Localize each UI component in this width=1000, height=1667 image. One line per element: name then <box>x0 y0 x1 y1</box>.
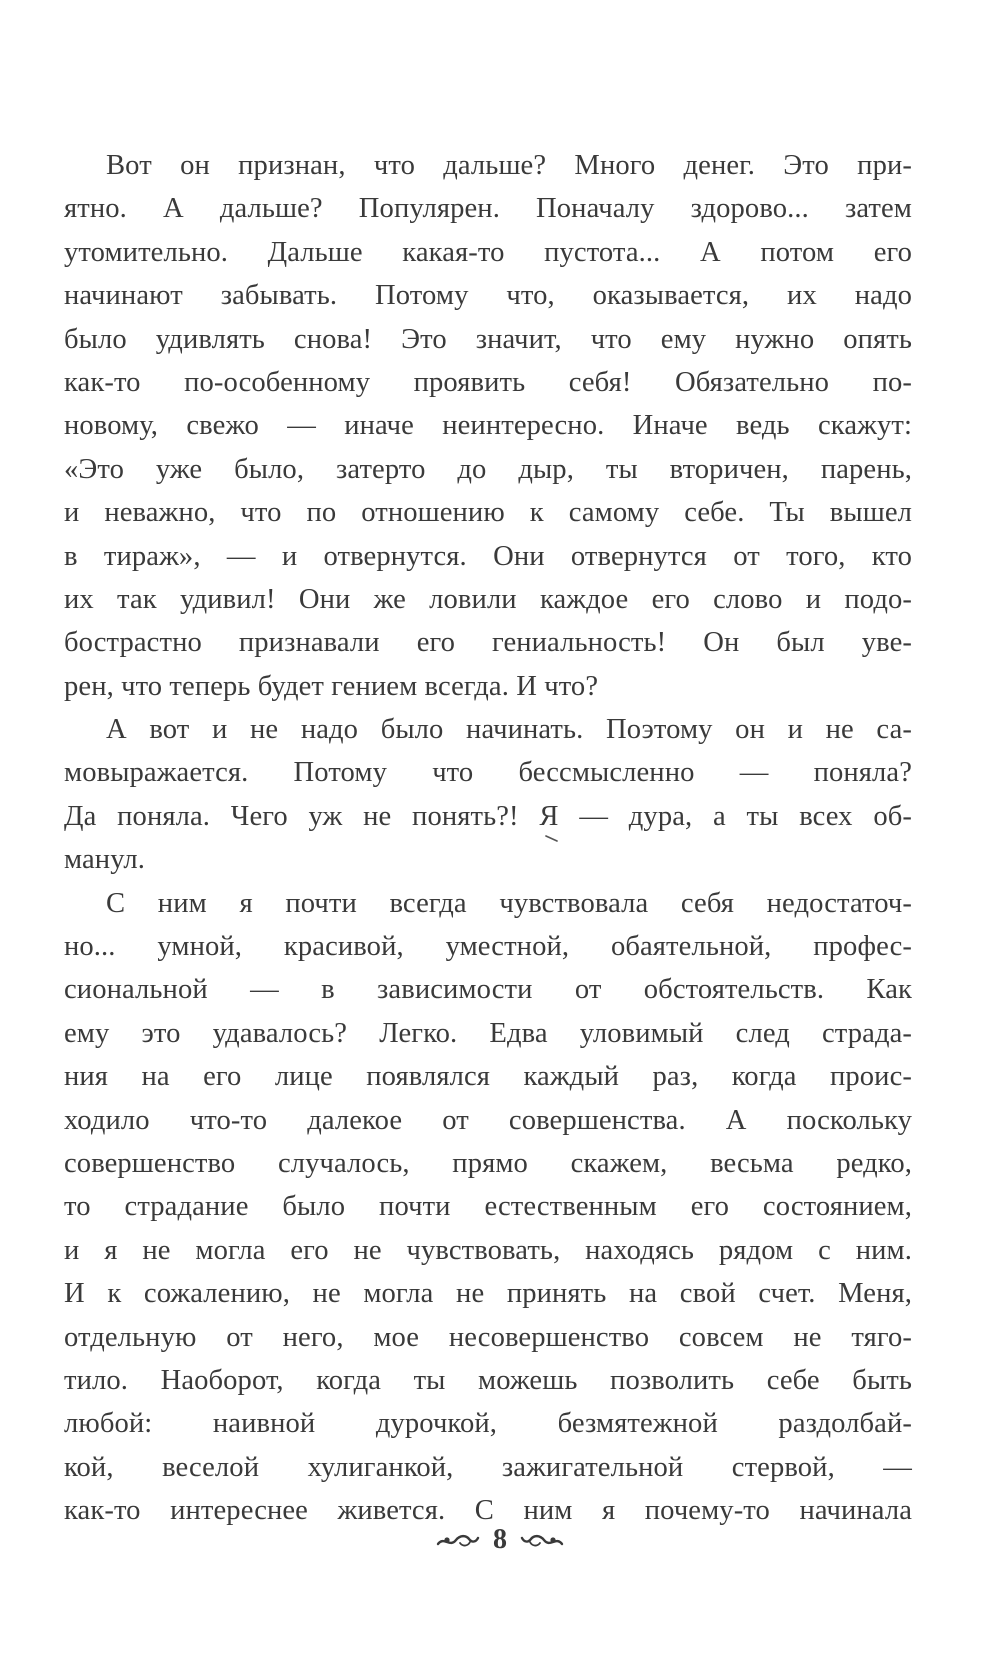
text-line: сиональной — в зависимости от обстоятельств. Как <box>64 974 912 1006</box>
text-line: и неважно, что по отношению к самому себе. Ты вышел <box>64 497 912 529</box>
text-line: в тираж», — и отвернутся. Они отвернутся от того, кто <box>64 540 912 572</box>
text-line: ему это удавалось? Легко. Едва уловимый след страда- <box>64 1017 912 1049</box>
text-line: но... умной, красивой, уместной, обаятельной, профес- <box>64 931 912 963</box>
page-footer <box>0 1518 1000 1560</box>
text-line: бострастно признавали его гениальность! Он был уве- <box>64 627 912 659</box>
text-line: Да поняла. Чего уж не понять?! Я — дура, а ты всех об- <box>64 800 912 832</box>
text-line: и я не могла его не чувствовать, находясь рядом с ним. <box>64 1234 912 1266</box>
text-line: рен, что теперь будет гением всегда. И что? <box>64 670 599 702</box>
text-line: тило. Наоборот, когда ты можешь позволить себе быть <box>64 1364 912 1396</box>
text-line: манул. <box>64 844 145 876</box>
text-line: как-то по-особенному проявить себя! Обязательно по- <box>64 366 912 398</box>
text-line: как-то интереснее живется. С ним я почему-то начинала <box>64 1495 912 1527</box>
text-line: С ним я почти всегда чувствовала себя недостаточ- <box>106 887 912 919</box>
text-line: кой, веселой хулиганкой, зажигательной стервой, — <box>64 1451 912 1483</box>
text-line: было удивлять снова! Это значит, что ему нужно опять <box>64 323 912 355</box>
text-line: отдельную от него, мое несовершенство совсем не тяго- <box>64 1321 912 1353</box>
text-line: Вот он признан, что дальше? Много денег. Это при- <box>106 150 912 181</box>
text-line: ния на его лице появлялся каждый раз, когда проис- <box>64 1061 912 1093</box>
right-ornament-icon <box>520 1529 564 1551</box>
text-line: ходило что-то далекое от совершенства. А поскольку <box>64 1104 912 1136</box>
text-line: любой: наивной дурочкой, безмятежной раздолбай- <box>64 1408 912 1440</box>
page-number: 8 <box>493 1523 507 1555</box>
text-line: А вот и не надо было начинать. Поэтому он и не са- <box>106 714 912 746</box>
text-line: новому, свежо — иначе неинтересно. Иначе ведь скажут: <box>64 410 912 442</box>
text-line: совершенство случалось, прямо скажем, весьма редко, <box>64 1147 912 1179</box>
text-line: И к сожалению, не могла не принять на свой счет. Меня, <box>64 1278 912 1310</box>
left-ornament-icon <box>436 1529 480 1551</box>
text-line: мовыражается. Потому что бессмысленно — поняла? <box>64 757 912 789</box>
text-line: то страдание было почти естественным его состоянием, <box>64 1191 912 1223</box>
ink-mark-icon <box>545 834 559 842</box>
text-line: «Это уже было, затерто до дыр, ты вторичен, парень, <box>64 453 912 485</box>
text-line: начинают забывать. Потому что, оказывается, их надо <box>64 280 912 312</box>
text-line: ятно. А дальше? Популярен. Поначалу здорово... затем <box>64 193 912 225</box>
text-line: их так удивил! Они же ловили каждое его слово и подо- <box>64 583 912 615</box>
body-text <box>64 144 912 1533</box>
text-line: утомительно. Дальше какая-то пустота... А потом его <box>64 236 912 268</box>
